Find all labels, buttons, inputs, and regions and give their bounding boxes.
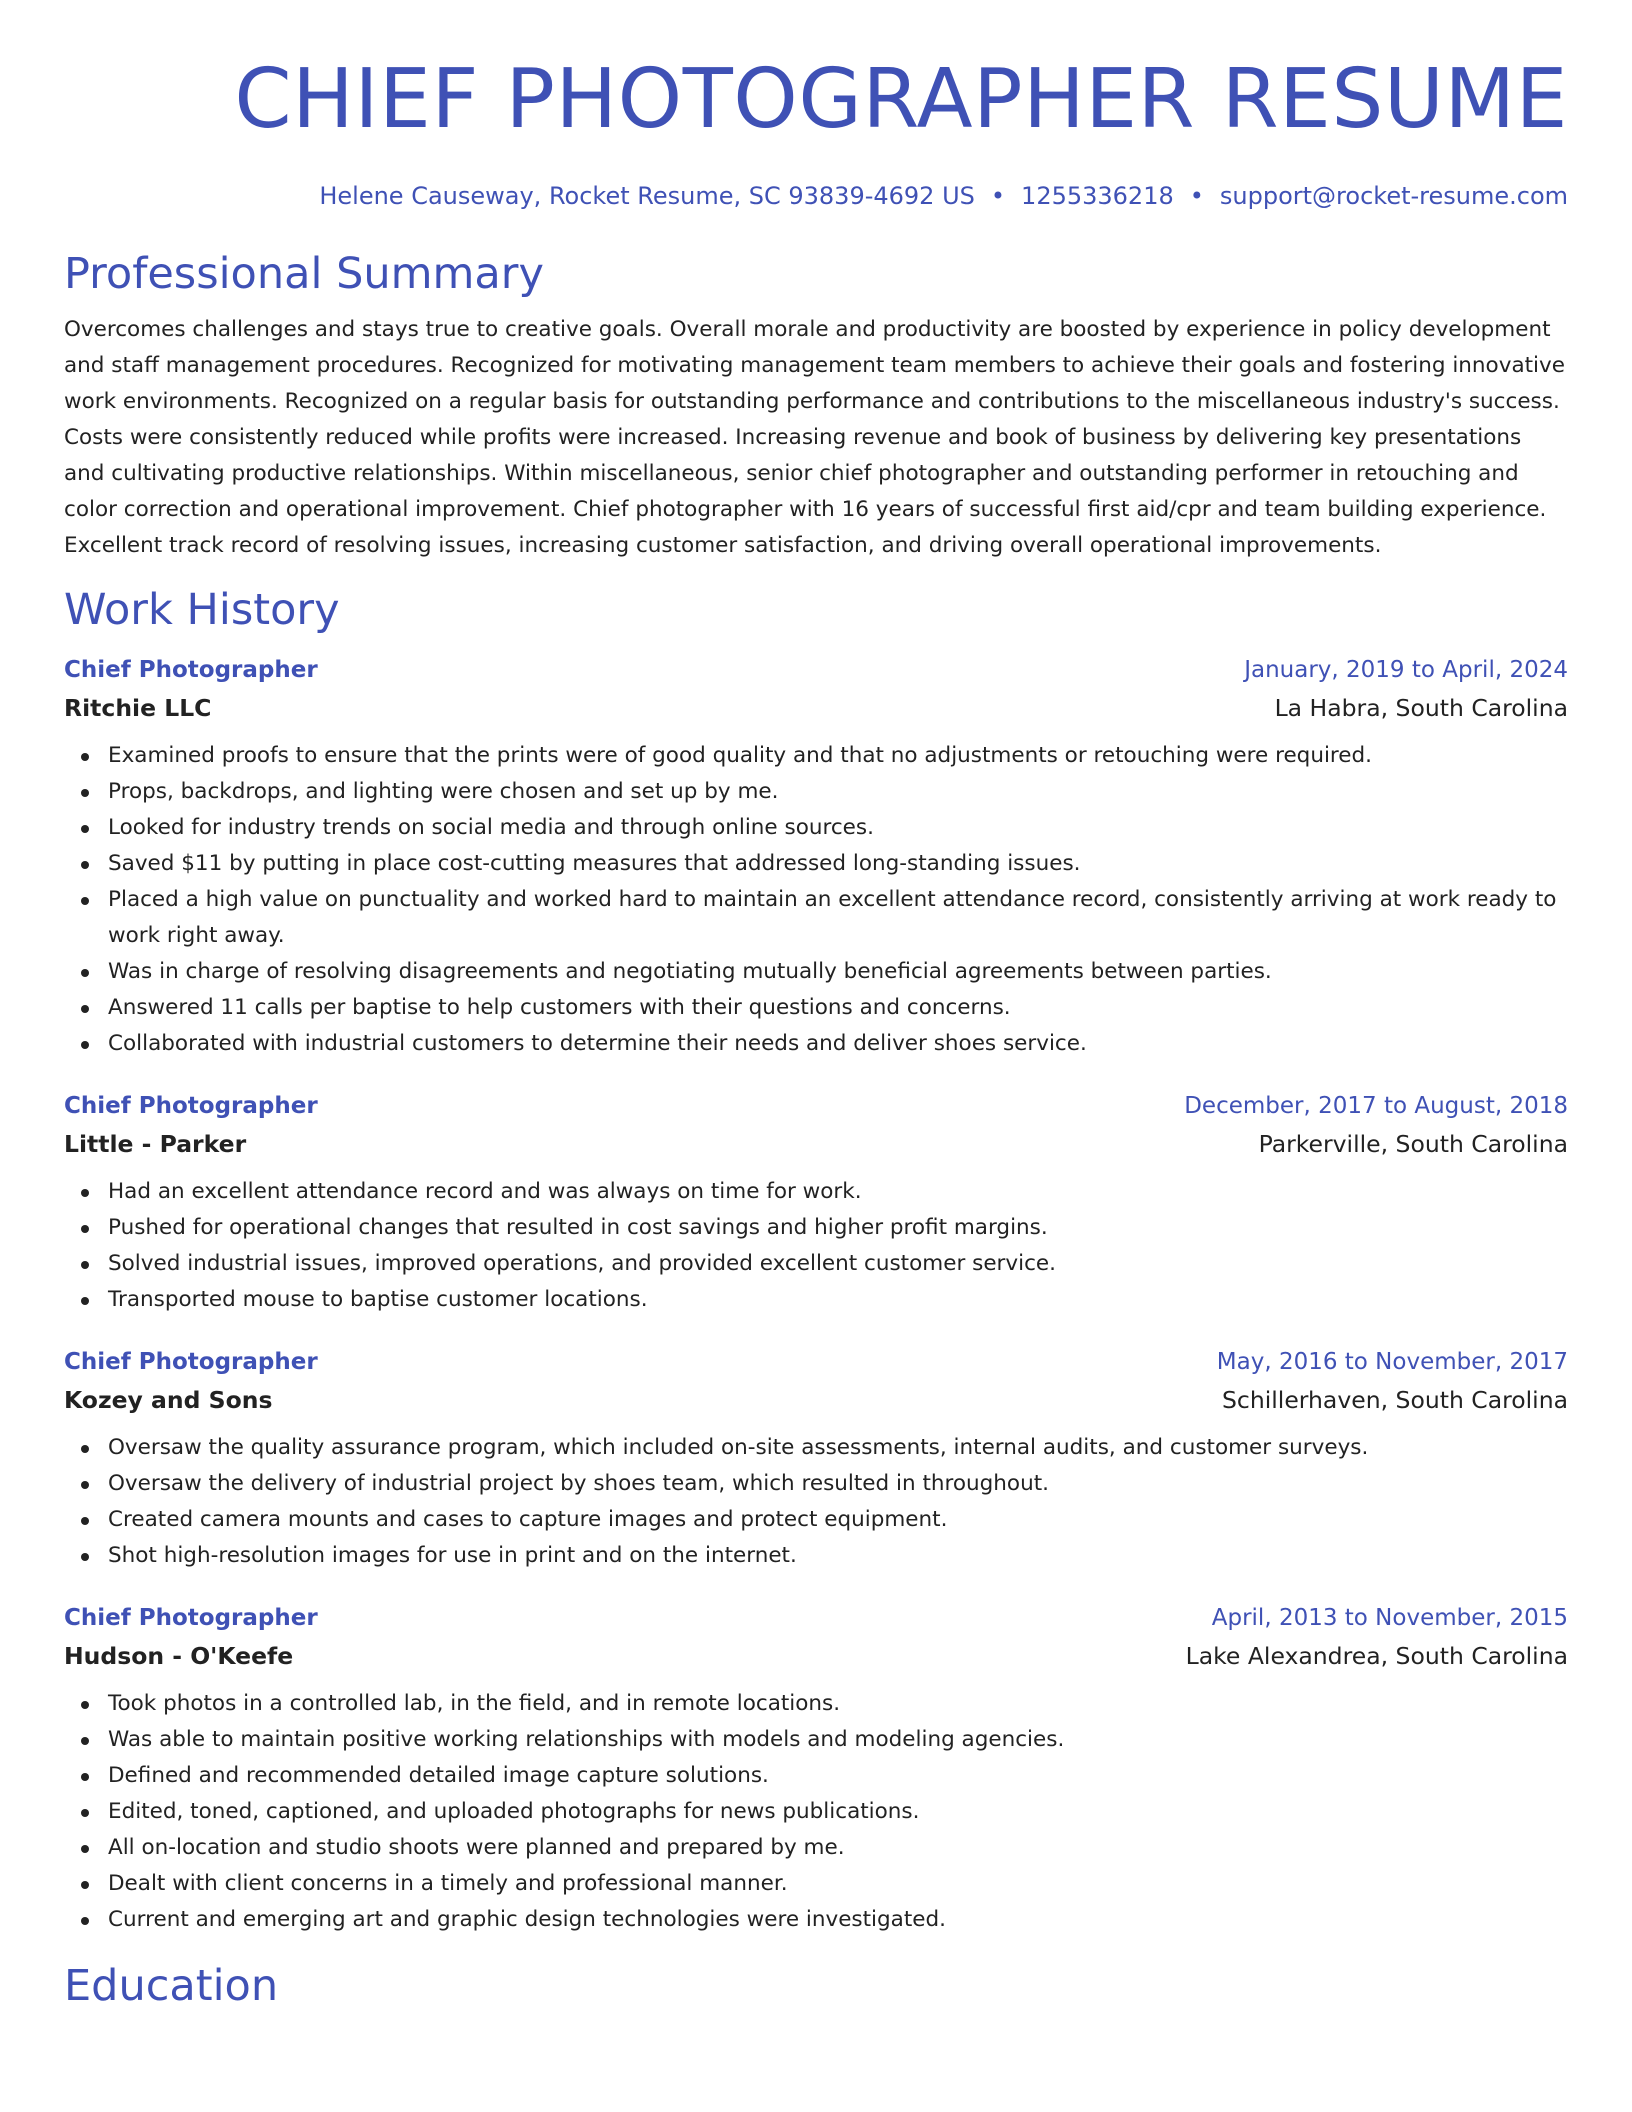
job-company: Kozey and Sons [64,1386,273,1414]
job-bullet: Transported mouse to baptise customer locations. [108,1282,1568,1318]
job-entry [64,1600,1568,1938]
job-company: Hudson - O'Keefe [64,1642,294,1670]
job-bullet-list [64,1686,1568,1938]
contact-separator: • [1189,182,1204,210]
job-bullet: Answered 11 calls per baptise to help customers with their questions and concerns. [108,990,1568,1026]
summary-paragraph: Overcomes challenges and stays true to creative goals. Overall morale and productivity are boosted by experience in policy development and staff management procedures. Recognized for motivating management team members to achieve their goals and fostering innovative work environments. Recognized on a regular basis for outstanding performance and contributions to the miscellaneous industry's success. Costs were consistently reduced while profits were increased. Increasing revenue and book of business by delivering key presentations and cultivating productive relationships. Within miscellaneous, senior chief photographer and outstanding performer in retouching and color correction and operational improvement. Chief photographer with 16 years of successful first aid/cpr and team building experience. Excellent track record of resolving issues, increasing customer satisfaction, and driving overall operational improvements. [64,317,1565,558]
job-location: La Habra, South Carolina [1274,694,1568,722]
job-bullet: Was in charge of resolving disagreements and negotiating mutually beneficial agreements between parties. [108,954,1568,990]
section-title-professional-summary: Professional Summary [64,249,544,299]
job-entry [64,652,1568,1062]
job-company-row [64,1380,1568,1420]
job-title-row [64,1600,1568,1636]
job-title: Chief Photographer [64,1093,318,1119]
job-bullet: Props, backdrops, and lighting were chosen and set up by me. [108,774,1568,810]
job-dates: April, 2013 to November, 2015 [1211,1605,1568,1631]
contact-address: Helene Causeway, Rocket Resume, SC 93839-4692 US [319,182,975,210]
document-title: CHIEF PHOTOGRAPHER RESUME [234,52,1568,147]
job-location: Parkerville, South Carolina [1258,1130,1568,1158]
job-company-row [64,688,1568,728]
job-dates: December, 2017 to August, 2018 [1184,1093,1568,1119]
job-bullet: Oversaw the delivery of industrial project by shoes team, which resulted in throughout. [108,1466,1568,1502]
job-bullet: Looked for industry trends on social media and through online sources. [108,810,1568,846]
job-bullet: Solved industrial issues, improved operations, and provided excellent customer service. [108,1246,1568,1282]
job-bullet: Dealt with client concerns in a timely and professional manner. [108,1866,1568,1902]
job-bullet: Had an excellent attendance record and was always on time for work. [108,1174,1568,1210]
contact-separator: • [990,182,1006,210]
job-bullet: Collaborated with industrial customers to determine their needs and deliver shoes service. [108,1026,1568,1062]
job-title-row [64,1344,1568,1380]
resume-header [64,52,1568,212]
job-bullet: Took photos in a controlled lab, in the field, and in remote locations. [108,1686,1568,1722]
section-title-work-history: Work History [64,585,340,635]
job-bullet: Defined and recommended detailed image capture solutions. [108,1758,1568,1794]
job-bullet-list [64,738,1568,1062]
job-company-row [64,1636,1568,1676]
job-bullet-list [64,1430,1568,1574]
contact-email: support@rocket-resume.com [1219,182,1568,210]
job-bullet: Saved $11 by putting in place cost-cutting measures that addressed long-standing issues. [108,846,1568,882]
job-bullet: Current and emerging art and graphic design technologies were investigated. [108,1902,1568,1938]
job-title-row [64,1088,1568,1124]
job-title: Chief Photographer [64,657,318,683]
job-title: Chief Photographer [64,1605,318,1631]
job-bullet: Shot high-resolution images for use in print and on the internet. [108,1538,1568,1574]
job-bullet: Placed a high value on punctuality and worked hard to maintain an excellent attendance record, consistently arriving at work ready to work right away. [108,882,1568,954]
job-bullet: Oversaw the quality assurance program, which included on-site assessments, internal audits, and customer surveys. [108,1430,1568,1466]
job-dates: January, 2019 to April, 2024 [1244,657,1568,683]
job-bullet: Examined proofs to ensure that the prints were of good quality and that no adjustments or retouching were required. [108,738,1568,774]
job-bullet: Created camera mounts and cases to capture images and protect equipment. [108,1502,1568,1538]
job-entry [64,1344,1568,1574]
job-entry [64,1088,1568,1318]
job-bullet: Edited, toned, captioned, and uploaded photographs for news publications. [108,1794,1568,1830]
job-bullet: Was able to maintain positive working relationships with models and modeling agencies. [108,1722,1568,1758]
contact-phone: 1255336218 [1021,182,1174,210]
job-location: Lake Alexandrea, South Carolina [1185,1642,1568,1670]
job-title: Chief Photographer [64,1349,318,1375]
contact-line [64,180,1568,212]
job-title-row [64,652,1568,688]
job-bullet: Pushed for operational changes that resulted in cost savings and higher profit margins. [108,1210,1568,1246]
job-company: Ritchie LLC [64,694,212,722]
job-company-row [64,1124,1568,1164]
job-dates: May, 2016 to November, 2017 [1216,1349,1568,1375]
job-bullet: All on-location and studio shoots were planned and prepared by me. [108,1830,1568,1866]
job-company: Little - Parker [64,1130,247,1158]
job-location: Schillerhaven, South Carolina [1222,1386,1568,1414]
section-title-education: Education [64,1961,279,2011]
job-bullet-list [64,1174,1568,1318]
